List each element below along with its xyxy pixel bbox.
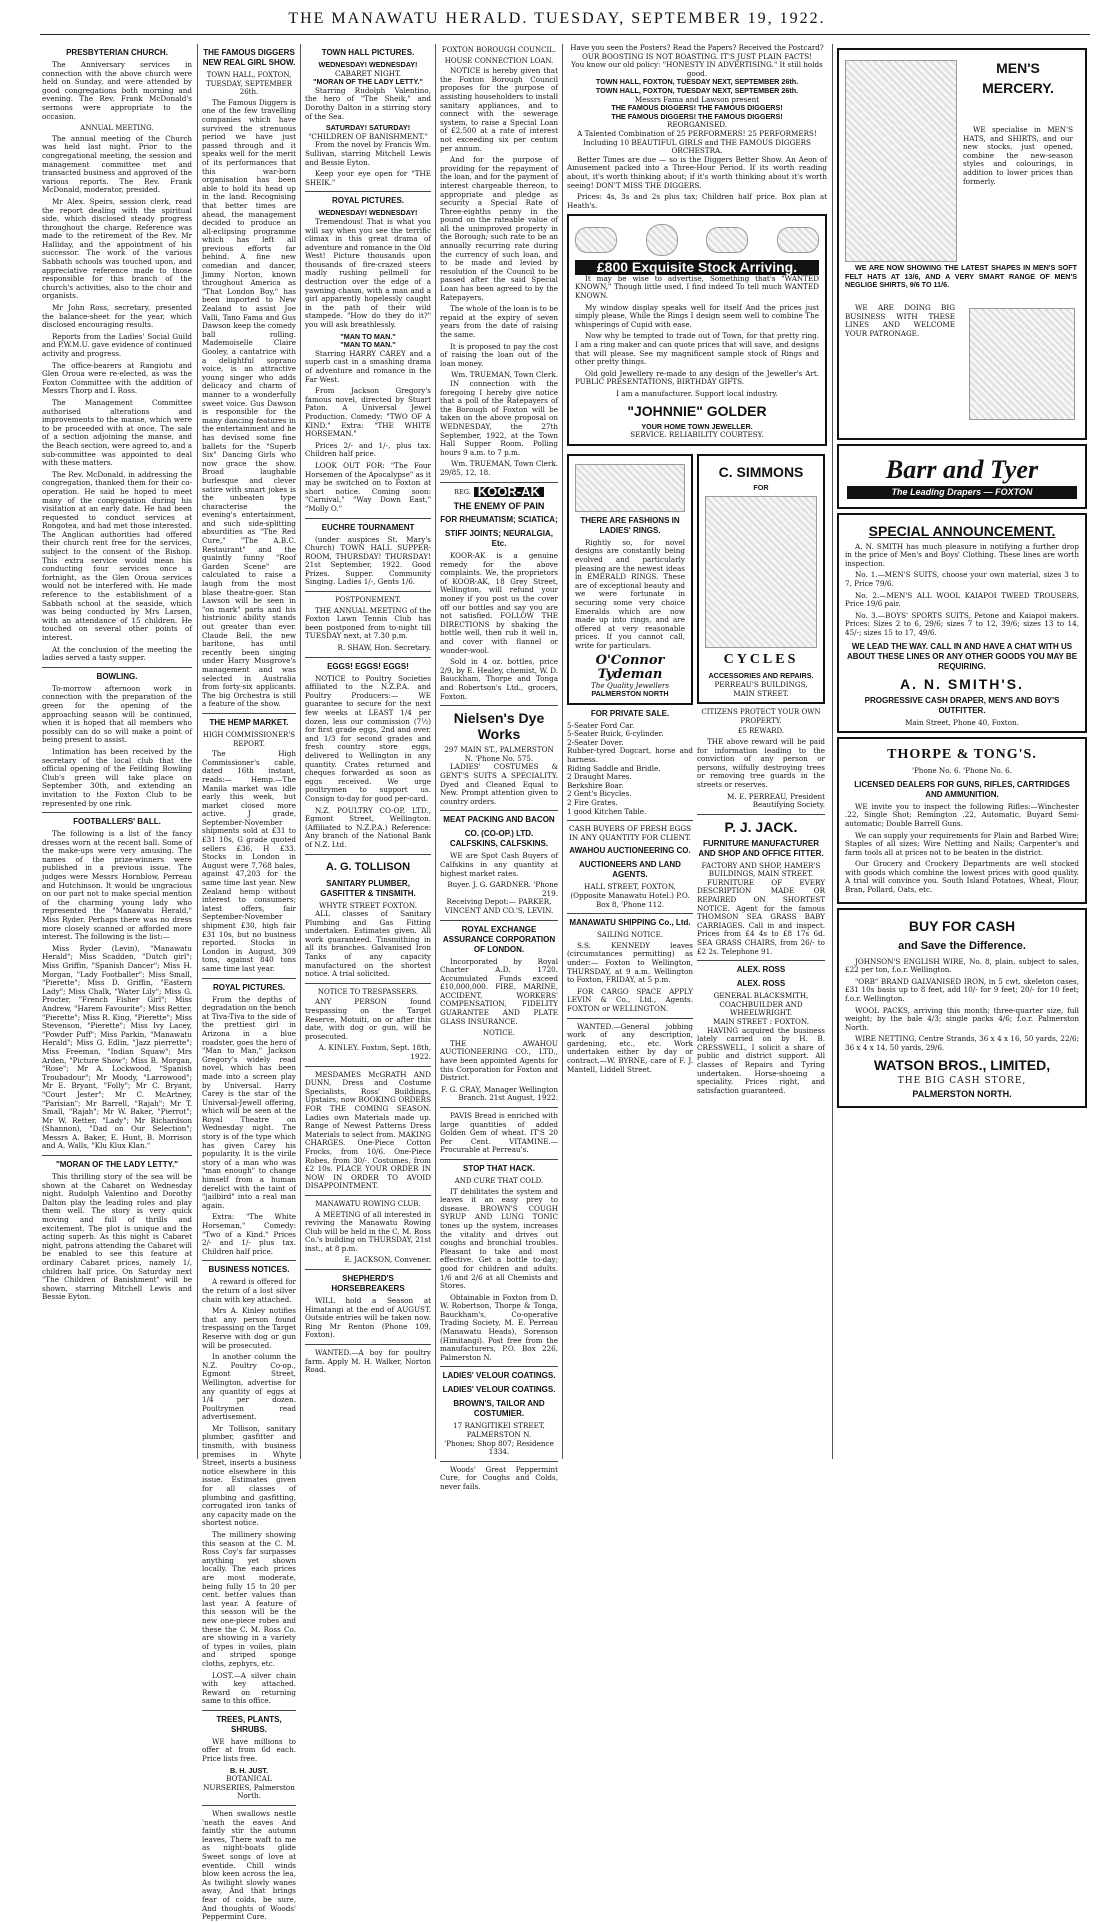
ad-paragraph: Old gold Jewellery re-made to any design of the Jeweller's Art. PUBLIC PRESENTATIONS, BIRTHDAY GIFTS.	[575, 368, 819, 387]
divider	[305, 191, 431, 192]
simmons-ad	[697, 454, 825, 704]
divider	[305, 854, 431, 855]
notice-paragraph: IN connection with the foregoing I hereby give notice that a poll of the Ratepayers of the Borough of Foxton will be taken on the above proposal on WEDNESDAY, the 27th September, 1922, at the Town Hall Supper Room. Polling hours 9 a.m. to 7 p.m.	[440, 378, 558, 457]
cyclist-illustration	[705, 496, 817, 648]
divider	[202, 978, 296, 979]
ad-paragraph: WIRE NETTING, Centre Strands, 36 x 4 x 16, 50 yards, 22/6; 36 x 4 x 14, 50 yards, 29/6.	[845, 1034, 1079, 1052]
ad-paragraph: Obtainable in Foxton from D. W. Robertson, Thorpe & Tonga, Bauckham's, Co-operative Trading Society, M. E. Perreau (Manawatu Heads), Sorenson (Himitangi). Post free from the manufacturers, P.O. Box 226, Palmerston N.	[440, 1292, 558, 1362]
article-paragraph: Mr Tollison, sanitary plumber, gasfitter and tinsmith, with business premises in Whyte Street, inserts a business notice elsewhere in this issue. Estimates given for all classes of plumbing and gasfitting, corrugated iron tanks of any capacity made on the shortest notice.	[202, 1423, 296, 1528]
column-5	[567, 44, 827, 1459]
ad-tagline: THE ENEMY OF PAIN	[453, 501, 545, 512]
article-subheading: MANAWATU ROWING CLUB.	[315, 1199, 421, 1208]
ad-subheading: ACCESSORIES AND REPAIRS.	[708, 671, 814, 681]
article-heading: ROYAL PICTURES.	[331, 196, 404, 206]
ad-heading: Nielsen's Dye Works	[453, 710, 545, 743]
ad-paragraph: No. 1.—MEN'S SUITS, choose your own material, sizes 3 to 7, Price 79/6.	[845, 570, 1079, 588]
divider	[202, 1260, 296, 1261]
ad-line: "MORAN OF THE LADY LETTY."	[313, 77, 423, 87]
article-paragraph: To-morrow afternoon work in connection with the preparation of the green for the opening of the approaching season will be continued, when it is hoped that all members who possibly can do so will make a point of being present to assist.	[42, 683, 192, 745]
divider	[305, 657, 431, 658]
ad-address: Main Street, Phone 40, Foxton.	[905, 717, 1019, 727]
ad-heading: LADIES' VELOUR COATINGS.	[442, 1371, 556, 1381]
masthead: THE MANAWATU HERALD. TUESDAY, SEPTEMBER 19, 1922.	[288, 10, 826, 27]
ad-paragraph: We can supply your requirements for Plain and Barbed Wire; Staples of all sizes; Wire Netting and Nails; Carpenter's and farm tools all at prices not to be beaten in the district.	[845, 830, 1079, 857]
article-heading: TOWN HALL PICTURES.	[321, 48, 415, 57]
ad-line: A Talented Combination of 25 PERFORMERS! 25 PERFORMERS! Including 10 BEAUTIFUL GIRLS and THE FAMOUS DIGGERS ORCHESTRA.	[577, 128, 817, 156]
article-heading: FOOTBALLERS' BALL.	[73, 817, 161, 827]
ad-subheading: LICENSED DEALERS FOR GUNS, RIFLES, CARTRIDGES AND AMMUNITION.	[854, 779, 1070, 799]
ad-paragraph: Sold in 4 oz. bottles, price 2/9, by E. Healey, chemist, W. D. Bauckham, Thorpe and Tonga and Robertson's Ltd., grocers, Foxton.	[440, 657, 558, 701]
ad-paragraph: NOTICE to Poultry Societies affiliated to the N.Z.P.A. and Poultry Producers:— WE guarantee to secure for the next few weeks at LEAST 1/4 per dozen, less our commission (7½) for first grade eggs, 2nd and over, and 1/3 for second grades and fresh country store eggs, delivered to Wellington in any quantity. Crates returned and cheques forwarded as soon as eggs received. We urge poultrymen to support us. Consign to-day for good per-card.	[305, 673, 431, 803]
divider	[567, 1018, 693, 1019]
ring-icon	[777, 227, 819, 253]
barr-tyer-ad	[837, 444, 1087, 509]
rings-illustration	[575, 464, 685, 512]
shirt-illustration	[845, 60, 957, 262]
article-heading: PRESBYTERIAN CHURCH.	[66, 48, 168, 57]
divider	[440, 705, 558, 706]
ad-line: CABARET NIGHT.	[334, 68, 402, 78]
sale-item: 5-Seater Ford Car.	[567, 720, 635, 730]
ad-line: CASH BUYERS OF FRESH EGGS IN ANY QUANTITY FOR CLIENT.	[568, 824, 692, 842]
ad-line: REORGANISED.	[667, 120, 727, 130]
masthead-rule	[40, 34, 1090, 35]
article-paragraph: LOST.—A silver chain with key attached. Reward on returning same to this office.	[202, 1670, 296, 1706]
divider	[305, 1195, 431, 1196]
divider	[42, 812, 192, 813]
ad-address: Receiving Depot:— PARKER, VINCENT AND CO.'S, LEVIN.	[444, 897, 554, 915]
column-divider	[435, 44, 436, 1459]
divider	[697, 960, 825, 961]
divider	[440, 1159, 558, 1160]
article-heading: BUSINESS NOTICES.	[208, 1265, 290, 1275]
ad-subheading: GENERAL BLACKSMITH, COACHBUILDER AND WHEELWRIGHT.	[713, 991, 809, 1018]
article-paragraph: This thrilling story of the sea will be shown at the Cabaret on Wednesday night. Rudolph Valentino and Dorothy Dalton play the leading roles and play them well. The story is very quick moving and full of thrills and excitement. The plot is unique and the acting superb. As this night is Cabaret night, patrons attending the Cabaret will be enabled to see this feature at ordinary Cabaret prices, namely 1/, children half price. On Saturday next "The Children of Banishment" will be shown, starring Mitchell Lewis and Bessie Eyton.	[42, 1172, 192, 1302]
ad-subheading: PROGRESSIVE CASH DRAPER, MEN'S AND BOY'S OUTFITTER.	[864, 695, 1060, 715]
column-1	[42, 44, 192, 1459]
ad-heading: A. N. SMITH'S.	[900, 675, 1024, 692]
signature: B. H. JUST.	[230, 1765, 268, 1775]
sale-item: 2 Gent's Bicycles.	[567, 789, 632, 799]
signature: M. E. PERREAU, President Beautifying Society.	[727, 791, 825, 810]
signature: Buyer. J. G. GARDNER. 'Phone 219.	[447, 880, 558, 898]
ad-subheading: WE LEAD THE WAY. CALL IN AND HAVE A CHAT WITH US ABOUT THESE LINES OR ANY OTHER GOODS YOU MAY BE REQUIRING.	[846, 641, 1078, 671]
article-heading: EGGS! EGGS! EGGS!	[327, 661, 409, 671]
left-subcolumn	[567, 450, 693, 1099]
sale-item: 1 good Kitchen Table.	[567, 806, 647, 816]
ad-paragraph: THE above reward will be paid for information leading to the conviction of any person or persons, wilfully destroying trees or removing tree guards in the streets or reserves.	[697, 736, 825, 789]
column-4	[440, 44, 558, 1491]
ad-line: "MAN TO MAN."	[340, 331, 396, 341]
ad-paragraph: Now why be tempted to trade out of Town, for that pretty ring. I am a ring maker and can quote prices that will save, and designs that will please. See my magnificent sample stock of Rings and other pretty things.	[575, 331, 819, 367]
article-paragraph: The Famous Diggers is one of the few travelling companies which have survived the strenuous period we have just passed through and it speaks well for the merit of its performances that this war-born organisation has been able to hold its head up in the land. Recognising that better times are ahead, the management decided to produce an all-eclipsing programme which has left all previous efforts far behind. A fine new comedian and dancer, Jimmy Norton, known throughout America as "That London Boy," has been imported to New Zealand to assist Joe Valli, Tano Fama and Gus Dawson keep the comedy ball rolling. Mademoiselle Claire Gooley, a cantatrice with a delightful soprano voice, is an attractive young singer who adds delicacy and charm of manner to a wonderfully sweet voice. Gus Dawson is responsible for the many dancing features in the entertainment and he has devised some fine ballets for the "Superb Six" Dancing Girls who now grace the show. Broad laughable burlesque and clever satire with smart jokes is the unbeaten type characterise the evening's entertainment, and such side-splitting absurdities as "The Red Cure," "The A.B.C. Restaurant" and the quaintly funny "Roof Garden Scene" are calculated to raise a laugh from the most blase theatre-goer. Stan Lawson will be seen in "on mark" parts and his histrionic ability stands out greater than ever. Claude Bell, the new baritone, has until recently been singing under Harry Musgrove's management and was selected in Australia from forty-six applicants. The big Orchestra is still a feature of the show.	[202, 97, 296, 709]
ad-subheading: AND CURE THAT COLD.	[454, 1176, 544, 1185]
ad-subheading: and Save the Difference.	[898, 939, 1026, 952]
article-paragraph: Extra: "The White Horseman," Comedy: "Two of a Kind." Prices 2/- and 1/- plus tax. Children half price.	[202, 1212, 296, 1256]
ad-paragraph: S.S. KENNEDY leaves (circumstances permitting) as under:— Foxton to Wellington, THURSDAY, at 9 a.m. Wellington to Foxton, FRIDAY, at 5 p.m.	[567, 940, 693, 985]
ad-paragraph: No. 2.—MEN'S ALL WOOL KAIAPOI TWEED TROUSERS, Price 19/6 pair.	[845, 590, 1079, 609]
watch-icon	[646, 224, 678, 256]
ad-subheading: THE BIG CASH STORE,	[897, 1075, 1027, 1086]
article-paragraph: Reports from the Ladies' Social Guild and P.W.M.U. gave evidence of continued activity and progress.	[42, 331, 192, 358]
ad-paragraph: FOR CARGO SPACE APPLY LEVIN & Co., Ltd., Agents. FOXTON or WELLINGTON.	[567, 986, 693, 1013]
article-paragraph: From the depths of degradation on the bench at Tiva-Tiva to the side of the prettiest girl in Arizona in a blue roadster, goes the hero of "Man to Man," Jackson Gregory's widely read novel, which has been made into a screen play by Universal. Harry Carey is the star of the Universal-Jewell offering, which will be seen at the Royal Theatre on Wednesday night. The story is of the type which has given Carey his popularity. It is the virile story of a man who was "man enough" to change himself from a human derelict with the taint of "jailbird" into a real man again.	[202, 994, 296, 1210]
article-paragraph: The Rev. McDonald, in addressing the congregation, thanked them for their co-operation. He said he hoped to meet many of the congregation during his visitation at an early date. He had been requested to conduct services at Rongotea, and had met those interested. The Anglican authorities had offered their church rent free for the services, subject to the consent of the Bishop. This extra service would mean his conducting four services once a fortnight, as the Glen Oroua services would not be interfered with. He made reference to the establishment of a Sabbath school at the seaside, which was being conducted by Mrs Larsen, with an attendance of 15 children. He touched on several other points of interest.	[42, 469, 192, 642]
ad-paragraph: KOOR-AK is a genuine remedy for the above complaints. We, the proprietors of KOOR-AK, 18 Grey Street, Wellington, will refund your money if you post us the cover off our bottles and say you are not satisfied. FOLLOW THE DIRECTIONS by shaking the bottle well, then rub it well in, and cover with flannel or wonder-wool.	[440, 551, 558, 655]
divider	[305, 591, 431, 592]
bracelet-icon	[706, 227, 748, 253]
column-2	[202, 44, 296, 1922]
ad-line: FOR	[753, 482, 769, 492]
divider	[440, 1107, 558, 1108]
article-heading: THE FAMOUS DIGGERS NEW REAL GIRL SHOW.	[202, 48, 296, 67]
ad-line: OUR BOOSTING IS NOT BOASTING. IT'S JUST PLAIN FACTS!	[581, 51, 813, 61]
divider	[305, 1344, 431, 1345]
article-subheading: NOTICE.	[483, 1029, 515, 1038]
ad-heading: BROWN'S, TAILOR AND COSTUMIER.	[453, 1399, 545, 1419]
article-paragraph: Intimation has been received by the secretary of the local club that the official opening of the Feilding Bowling Club's green will take place on September 30th, and extending an invitation to the Foxton Club to be represented by one rink.	[42, 746, 192, 808]
ad-subheading: STIFF JOINTS; NEURALGIA, Etc.	[445, 529, 553, 549]
ad-heading: FOR PRIVATE SALE.	[590, 708, 670, 718]
ad-paragraph: Starring Rudolph Valentino, the hero of "The Sheik," and Dorothy Dalton in a stirring story of the Sea.	[305, 85, 431, 121]
ad-paragraph-wrap	[845, 304, 955, 341]
signature: A. KINLEY. Foxton, Sept. 18th, 1922.	[318, 1043, 431, 1061]
divider	[305, 1269, 431, 1270]
divider	[305, 983, 431, 984]
article-paragraph: WE have millions to offer at from 6d each. Price lists free.	[202, 1736, 296, 1764]
ad-tagline: SERVICE. RELIABILITY COURTESY.	[630, 430, 764, 440]
ad-heading: ALEX. ROSS	[736, 965, 786, 975]
ad-heading: CYCLES	[723, 652, 799, 668]
ad-line: SATURDAY! SATURDAY!	[325, 123, 411, 133]
ad-line: THE FAMOUS DIGGERS! THE FAMOUS DIGGERS!	[611, 111, 783, 121]
notice-paragraph: And for the purpose of providing for the repayment of the loan, and for the payment of interest chargeable thereon, to appropriate and pledge as security a Special Rate of Three-eighths penny in the pound on the rateable value of all the unimproved property in the Borough; such rate to be an annually recurring rate during the currency of such loan, and to be made and levied by resolution of the Council to be passed after the said Special Loan has been agreed to by the Ratepayers.	[440, 155, 558, 302]
ad-paragraph: (under auspices St. Mary's Church) TOWN HALL SUPPER-ROOM, THURSDAY! THURSDAY! 21st September, 1922. Good Prizes. Supper. Community Singing. Ladies 1/-, Gents 1/6.	[305, 534, 431, 587]
ad-address: 17 RANGITIKEI STREET, PALMERSTON N.	[453, 1421, 545, 1440]
article-paragraph: The High Commissioner's cable, dated 16th instant, reads:— Hemp.—The Manila market was idle early this week, but market closed more active. J grade, September-November shipments sold at £31 to £31 10s, G grade quoted sellers £36, H £33. Stocks in London in August were 7,768 bales, against 47,203 for the same time last year. New Zealand hemp without interest to consumers; latest offers, fair September-November shipment £30, high fair £31 10s, but no business reported. Stocks in London in August, 309 tons, against 840 tons same time last year.	[202, 749, 296, 973]
article-heading: "MORAN OF THE LADY LETTY."	[55, 1160, 179, 1170]
ad-address: WHYTE STREET FOXTON.	[318, 900, 418, 910]
signature: Wm. TRUEMAN, Town Clerk.	[451, 370, 558, 380]
divider	[440, 810, 558, 811]
article-subheading: TOWN HALL, FOXTON, TUESDAY, SEPTEMBER 26th.	[205, 71, 293, 97]
divider	[697, 814, 825, 815]
ad-line: THE FAMOUS DIGGERS! THE FAMOUS DIGGERS!	[611, 103, 783, 113]
article-heading: SHEPHERD'S HORSEBREAKERS	[331, 1274, 405, 1294]
ad-paragraph: WE specialise in MEN'S HATS, and SHIRTS, and our new stocks, just opened, combine the new-season styles and colourings, in addition to lower prices than formerly.	[963, 125, 1073, 186]
ad-paragraph: FURNITURE OF EVERY DESCRIPTION MADE OR REPAIRED ON SHORTEST NOTICE. Agent for the famous THOMSON SEA GRASS BABY CARRIAGES. Call in and inspect. Prices from £4 4s to £8 17s 6d. SEA GRASS CHAIRS, from 26/- to £2 2s. Telephone 91.	[697, 877, 825, 956]
article-heading: BOWLING.	[96, 671, 138, 681]
divider	[440, 1366, 558, 1367]
ad-paragraph: ANY PERSON found trespassing on the Target Reserve, Motuiti, on or after this date, with dog or gun, will be prosecuted.	[305, 997, 431, 1041]
ad-paragraph: WANTED.—General jobbing work of any description, gardening, etc., etc. Work undertaken either by day or contract.—W. BYRNE, care of F. J. Mantell, Liddell Street.	[567, 1021, 693, 1074]
article-heading: TREES, PLANTS, SHRUBS.	[216, 1714, 282, 1734]
ad-paragraph: Tremendous! That is what you will say when you see the terrific climax in this great drama of adventure and romance in the Old West! Picture thousands upon thousands of fire-crazed steers madly rushing pellmell for destruction over the edge of a yawning chasm, with a man and a girl apparently hopelessly caught in the path of their wild stampede. "How do they do it?" you will ask breathlessly.	[305, 216, 431, 330]
ad-phone: 'Phones: Shop 807; Residence 1334.	[444, 1438, 554, 1457]
divider	[440, 920, 558, 921]
sale-item: Berkshire Boar.	[567, 780, 624, 790]
ad-heading: THERE ARE FASHIONS IN LADIES' RINGS.	[580, 515, 680, 535]
ad-heading: WATSON BROS., LIMITED,	[873, 1056, 1051, 1073]
ad-heading: A. G. TOLLISON	[325, 860, 411, 873]
article-paragraph: The following is a list of the fancy dresses worn at the recent ball. Some of the make-ups were very amusing. The names of the prize-winners were published in a previous issue. The judges were Messrs Hornblow, Perreau and Hutchinson. It would be ungracious on our part not to make special mention of the charming young lady who represented the "Manawatu Herald," Miss Ryder. Perhaps there was no dress more closely scanned or afforded more interest. The following is the list:—	[42, 829, 192, 942]
ad-address: FACTORY AND SHOP, HAMER'S BUILDINGS, MAIN STREET.	[701, 860, 821, 879]
ad-phone: 'Phone No. 6. 'Phone No. 6.	[912, 766, 1012, 776]
ad-verse: It may be wise to advertise, Something that's "WANTED KNOWN," Though little used, I find indeed To tell much WANTED KNOWN.	[575, 273, 819, 301]
ad-paragraph: WILL hold a Season at Himatangi at the end of AUGUST. Outside entries will be taken now. Ring Mr Renton (Phone 109, Foxton).	[305, 1296, 431, 1340]
ad-heading: BUY FOR CASH	[908, 917, 1016, 934]
ad-subheading: YOUR HOME TOWN JEWELLER.	[641, 421, 753, 431]
ad-heading: CITIZENS PROTECT YOUR OWN PROPERTY.	[701, 708, 821, 725]
ad-tagline: The Quality Jewellers	[590, 680, 670, 690]
ad-subheading: £5 REWARD.	[737, 727, 785, 736]
ad-address: PERREAU'S BUILDINGS, MAIN STREET.	[714, 679, 808, 698]
article-paragraph: The annual meeting of the Church was held last night. Prior to the congregational meeting, the session and management committee met and transacted business and approved of the various reports. The Rev. Frank McDonald, moderator, presided.	[42, 133, 192, 195]
signature: Wm. TRUEMAN, Town Clerk.	[451, 459, 558, 469]
ad-paragraph: MESDAMES McGRATH AND DUNN, Dress and Costume Specialists, Ross' Buildings, Upstairs, now BOOKING ORDERS FOR THE COMING SEASON. Ladies own Materials made up. Range of Newest Patterns Dress Materials to select from. MAKING CHARGES. One-Piece Cotton Frocks, from 10/6. One-Piece Robes, from 30/-. Costumes, from £2 10s. PLACE YOUR ORDER IN NOW IN ORDER TO AVOID DISAPPOINTMENT.	[305, 1069, 431, 1191]
ad-address: HALL STREET, FOXTON, (Opposite Manawatu Hotel.) P.O. Box 8, 'Phone 112.	[570, 882, 690, 909]
jeweller-ad	[567, 214, 827, 446]
divider	[440, 1461, 558, 1462]
article-paragraph: The millinery showing this season at the C. M. Ross Coy's far surpasses anything yet shown locally. The each prices are most moderate, being fully 15 to 20 per cent. better values than last year. A feature of this season will be the new one-piece robes and these the C. M. Ross Co. are showing in a variety of types in voiles, plain and striped sponge cloths, zephyrs, etc.	[202, 1530, 296, 1668]
sale-item: Riding Saddle and Bridle.	[567, 763, 661, 773]
column-divider	[197, 44, 198, 1459]
ad-heading: SPECIAL ANNOUNCEMENT.	[868, 522, 1056, 539]
signature: E. JACKSON, Convener.	[344, 1255, 431, 1265]
ad-line: "MAN TO MAN."	[340, 340, 396, 350]
sale-item: Rubber-tyred Dogcart, horse and harness.	[567, 746, 693, 765]
ad-paragraph: No. 3.—BOYS' SPORTS SUITS, Petone and Kaiapoi makers. Prices: Sizes 2 to 6, 29/6; sizes 7 to 12, 39/6; sizes 13 to 14, 45/-; sizes 15 to 17, 49/6.	[845, 610, 1079, 637]
divider	[440, 482, 558, 483]
ad-subheading: AUCTIONEERS AND LAND AGENTS.	[579, 860, 681, 880]
ad-line: TOWN HALL, FOXTON, TUESDAY NEXT, SEPTEMBER 26th.	[595, 77, 799, 87]
ad-paragraph: JOHNSON'S ENGLISH WIRE, No. 8, plain, subject to sales, £22 per ton, f.o.r. Wellington.	[845, 956, 1079, 975]
oconnor-ad	[567, 454, 693, 705]
signature: R. SHAW, Hon. Secretary.	[337, 643, 431, 653]
article-paragraph: In another column the N.Z. Poultry Co-op., Egmont Street, Wellington, advertise for any quantity of eggs at 1/4 per dozen. Poultrymen read advertisement.	[202, 1352, 296, 1422]
ad-paragraph: Rightly so, for novel designs are constantly being evolved and particularly pleasing are the newest ideas in EMERALD RINGS. These are of exceptional beauty and we were fortunate in securing some very choice Emeralds which are now made up into rings, and are offered at very reasonable prices. If you cannot call, write for particulars.	[575, 537, 685, 650]
ad-paragraph: A MEETING of all interested in reviving the Manawatu Rowing Club will be held in the C. M. Ross Co.'s building on THURSDAY, 21st inst., at 8 p.m.	[305, 1209, 431, 1253]
article-subheading: NOTICE TO TRESPASSERS.	[317, 987, 419, 996]
column-divider	[300, 44, 301, 1459]
divider	[567, 820, 693, 821]
ad-heading: P. J. JACK.	[724, 818, 798, 835]
sale-item: 5-Seater Buick, 6-cylinder.	[567, 729, 664, 739]
article-paragraph: The Management Committee authorised alterations and improvements to the manse, which were to be proceeded with at once. The sale of a section adjoining the manse, and the Beach section, were agreed to, and a sub-committee was appointed to deal with these matters.	[42, 397, 192, 468]
ad-subheading: CO. (CO-OP.) LTD. CALFSKINS, CALFSKINS.	[449, 829, 549, 849]
column-divider	[562, 44, 563, 1459]
watson-ad	[837, 908, 1087, 1109]
ring-icon	[575, 227, 617, 253]
verse: When swallows nestle 'neath the eaves And faintly stir the autumn leaves, There waft to me as night-boats glide Sweet songs of love at eventide. Chill winds blow keen across the lea, As twilight slowly wanes away, And that brings fear of colds, be sure, And thoughts of Woods' Peppermint Cure.	[202, 1809, 296, 1922]
mercery-header	[963, 56, 1073, 189]
ad-subheading: FOR RHEUMATISM; SCIATICA;	[440, 515, 558, 525]
ad-paragraph: WANTED.—A boy for poultry farm. Apply M. H. Walker, Norton Road.	[305, 1348, 431, 1375]
ad-address: MAIN STREET : FOXTON.	[712, 1017, 810, 1026]
ad-heading: C. SIMMONS	[718, 463, 804, 480]
notice-paragraph: It is proposed to pay the cost of raising the loan out of the loan money.	[440, 341, 558, 368]
ad-paragraph: "ORB" BRAND GALVANISED IRON, in 5 cwt. skeleton cases, £31 10s basis up to 8 feet, add 10/- for 9 feet; 20/- for 10 feet; f.o.r. Wellington.	[845, 976, 1079, 1004]
koorak-logo-row	[440, 483, 558, 499]
divider	[305, 1066, 431, 1067]
column-6	[837, 44, 1087, 1459]
article-subheading: HIGH COMMISSIONER'S REPORT.	[202, 730, 296, 748]
ad-address: PALMERSTON NORTH.	[912, 1089, 1012, 1100]
ad-paragraph: WE invite you to inspect the following Rifles:—Winchester .22, Single Shot; Remington .22, Automatic, Buyard Semi-automatic; Double Barrell Guns.	[845, 801, 1079, 828]
ad-paragraph: From Jackson Gregory's famous novel, directed by Stuart Paton. A Universal Jewel Production. Comedy: "TWO OF A KIND." Extra: "THE WHITE HORSEMAN."	[305, 386, 431, 439]
ad-paragraph: HAVING acquired the business lately carried on by H. B. CRESSWELL, I solicit a share of public and district support. All classes of Repairs and Tyring undertaken. Horse-shoeing a speciality. Prices right, and satisfaction guaranteed.	[697, 1025, 825, 1095]
barr-tyer-logo: Barr and Tyer	[885, 455, 1039, 484]
ad-paragraph: WOOL PACKS, arriving this month; three-quarter size, full weight; by the bale 4/3; single packs 4/6; f.o.r. Palmerston North.	[845, 1005, 1079, 1032]
article-paragraph: At the conclusion of the meeting the ladies served a tasty supper.	[42, 644, 192, 663]
ad-paragraph: N.Z. POULTRY CO-OP, LTD., Egmont Street, Wellington. (Affiliated to N.Z.P.A.) Reference: Any branch of the National Bank of N.Z. Ltd.	[305, 805, 431, 849]
ad-paragraph: Prices: 4s, 3s and 2s plus tax; Children half price. Box plan at Heath's.	[567, 192, 827, 210]
ad-line: I am a manufacturer. Support local industry.	[616, 389, 778, 398]
ad-paragraph: Starring HARRY CAREY and a superb cast in a smashing drama of adventure and romance in the Far West.	[305, 348, 431, 384]
ad-paragraph: From the novel by Francis Wm. Sullivan, starring Mitchell Lewis and Bessie Eyton.	[305, 140, 431, 167]
ad-paragraph: Better Times are due — so is the Diggers Better Show. An Aeon of Amusement packed into a Three-Hour Period. If its worth reading about, it's worth thinking about; if it's worth thinking about it's worth seeing! DON'T MISS THE DIGGERS.	[567, 154, 827, 190]
ad-paragraph: Our Grocery and Crockery Departments are well stocked with goods which combine the lowest prices with good quality. A trial will convince you. South Island Potatoes, Wheat, Flour, Bran, Pollard, Oats, etc.	[845, 859, 1079, 895]
ad-paragraph: WE ARE NOW SHOWING THE LATEST SHAPES IN MEN'S SOFT FELT HATS AT 13/6, AND A VERY SMART RANGE OF MEN'S NEGLIGE SHIRTS, 9/6 TO 11/6.	[845, 263, 1077, 290]
divider	[567, 913, 693, 914]
ad-paragraph: THE ANNUAL MEETING of the Foxton Lawn Tennis Club has been postponed from to-night till TUESDAY next, at 7.30 p.m.	[305, 605, 431, 641]
ad-heading: MEN'S	[996, 60, 1040, 76]
ad-heading: ROYAL EXCHANGE ASSURANCE CORPORATION OF LONDON.	[442, 924, 556, 954]
article-heading: THE HEMP MARKET.	[209, 717, 289, 727]
article-paragraph: Mr John Ross, secretary, presented the balance-sheet for the year, which disclosed encouraging results.	[42, 303, 192, 330]
ad-paragraph: PAVIS Bread is enriched with large quantities of added Golden Gem of wheat. IT'S 20 Per Cent. VITAMINE.—Procurable at Perreau's.	[440, 1111, 558, 1155]
ad-address: 297 MAIN ST., PALMERSTON N. 'Phone No. 575.	[444, 745, 554, 763]
article-paragraph: Mrs A. Kinley notifies that any person found trespassing on the Target Reserve with dog or gun will be prosecuted.	[202, 1306, 296, 1350]
sale-item: 2-Seater Dover.	[567, 737, 624, 747]
ad-paragraph: LOOK OUT FOR: "The Four Horsemen of the Apocalypse" as it may be switched on to Foxton at short notice. Coming soon: "Carnival," "Way Down East," "Molly O."	[305, 460, 431, 513]
article-paragraph: Miss Ryder (Levin), "Manawatu Herald"; Miss Scadden, "Dutch girl"; Miss Griffin, "Spanish Dancer"; Miss H. Morgan, "Lady Footballer"; Miss Small, "Pierette"; Miss D. Griffin, "Eastern Lady"; Miss Chalk, "Water Lily"; Miss G. Procter, "French Fisher Girl"; Miss Andrew, "Harem Favourite"; Miss Retter, "Pierette"; Miss R. King, "Pierette"; Miss Stevenson, "Pierette"; Miss Ivy Lacey, "Powder Puff"; Miss Parkin, "Manawatu Herald"; Miss G. Edlin, "Jazz pierrette"; Miss Freeman, "Indian Squaw"; Mrs Arden, "Picture Show"; Miss B. Morgan, "Rose"; Mr A. Lockwood, "Spanish Troubadour"; Mr Moody, "Larrowood"; Mr E. Bryant, "Folly"; Mr C. Bryant, "Court Jester"; Mr C. McArtney, "Parisian"; Mr Barrell, "Rajah"; Mr T. Small, "Rajah"; Mr W. Baker, "Pierrot"; Mr W. Retter, "Lady"; Mr Richardson (Shannon), "Dad on Our Selection"; Messrs A. Baker, E. Hunt, B. Morrison and A. Walls, "Klu Klux Klan."	[42, 943, 192, 1151]
sale-list	[567, 722, 693, 817]
article-subheading: POSTPONEMENT.	[335, 596, 401, 605]
ad-subheading: SAILING NOTICE.	[597, 931, 663, 940]
mercery-ad	[837, 48, 1087, 440]
ad-tagline: The Leading Drapers — FOXTON	[847, 486, 1077, 499]
ad-paragraph: THE AWAHOU AUCTIONEERING CO., LTD., have been appointed Agents for this Corporation for Foxton and District.	[440, 1038, 558, 1083]
divider	[202, 1710, 296, 1711]
ad-line: TOWN HALL, FOXTON, TUESDAY NEXT, SEPTEMBER 26th.	[595, 85, 799, 95]
divider	[202, 1805, 296, 1806]
koorak-reg: REG.	[454, 487, 471, 496]
jewellery-illustration	[575, 220, 819, 260]
ad-paragraph: Incorporated by Royal Charter A.D. 1720. Accumulated Funds exceed £10,000,000. FIRE, MARINE, ACCIDENT, WORKERS' COMPENSATION, FIDELITY GUARANTEE AND PLATE GLASS INSURANCE.	[440, 956, 558, 1026]
ad-heading: "JOHNNIE" GOLDER	[627, 402, 767, 419]
ad-verse: My window display speaks well for itself And the prices just simply please, While the Rings I design seem well to combine The whisperings of Cupid with ease.	[575, 302, 819, 329]
ad-paragraph: A. N. SMITH has much pleasure in notifying a further drop in the price of Men's and Boys' Clothing. These lines are worth inspection.	[845, 541, 1079, 568]
ad-paragraph: Woods' Great Peppermint Cure, for Coughs and Colds, never fails.	[440, 1464, 558, 1491]
ad-paragraph: Prices 2/- and 1/-, plus tax. Children half price.	[305, 440, 431, 459]
article-heading: EUCHRE TOURNAMENT	[321, 522, 415, 532]
ad-heading: STOP THAT HACK.	[462, 1163, 535, 1173]
article-paragraph: Mr Alex. Speirs, session clerk, read the report dealing with the spiritual side, which disclosed steady progress throughout the charge. Reference was made to the retirement of the Rev. Mr Halliday, and the appointment of his successor. The work of the various Sabbath schools was touched upon, and appreciative reference made to those responsible for this branch of the church's activities, also to the choir and organists.	[42, 196, 192, 301]
ad-heading: ALEX. ROSS	[736, 979, 786, 989]
ad-row	[567, 450, 827, 1099]
article-subheading: ANNUAL MEETING.	[80, 124, 154, 133]
signature: F. G. CRAY, Manager Wellington Branch. 21st August, 1922.	[441, 1084, 558, 1103]
ad-line: You know our old policy: "HONESTY IN ADVERTISING." It still holds good.	[571, 60, 823, 78]
ad-paragraph: Keep your eye open for "THE SHEIK."	[305, 169, 431, 187]
article-paragraph: The office-bearers at Rangiotu and Glen Oroua were re-elected, as was the Foxton Committee with the addition of Messrs Thorp and I. Ross.	[42, 360, 192, 396]
ad-line: Have you seen the Posters? Read the Papers? Received the Postcard?	[570, 43, 824, 52]
ad-paragraph-wrap	[845, 264, 1077, 293]
notice-paragraph: The whole of the loan is to be repaid at the expiry of seven years from the date of raising the same.	[440, 304, 558, 339]
ad-paragraph: WE are Spot Cash Buyers of Calfskins in any quantity at highest market rates.	[440, 851, 558, 878]
ad-heading: THORPE & TONG'S.	[887, 747, 1037, 763]
article-subheading: FOXTON BOROUGH COUNCIL.	[441, 46, 557, 54]
ad-paragraph: IT debilitates the system and leaves it an easy prey to disease. BROWN'S COUGH SYRUP AND LUNG TONIC tones up the system, increases the vitality and drives out coughs and bronchial troubles. Pleasant to take and most effective. Get a bottle to-day; good for children and adults. 1/6 and 2/6 at all Chemists and Stores.	[440, 1186, 558, 1291]
sale-item: 2 Fire Grates.	[567, 798, 618, 808]
ad-subheading: SANITARY PLUMBER, GASFITTER & TINSMITH.	[320, 878, 416, 898]
thorpe-ad	[837, 737, 1087, 904]
article-heading: ROYAL PICTURES.	[212, 982, 285, 992]
article-subheading: HOUSE CONNECTION LOAN.	[444, 56, 554, 65]
ad-line: WEDNESDAY! WEDNESDAY!	[318, 208, 418, 218]
ad-paragraph: WE ARE DOING BIG BUSINESS WITH THESE LINES AND WELCOME YOUR PATRONAGE.	[845, 303, 955, 338]
column-3	[305, 44, 431, 1459]
notice-paragraph: NOTICE is hereby given that the Foxton Borough Council proposes for the purpose of assisting householders to install sanitary appliances, and to connect with the sewerage system, to raise a Special Loan of £2,500 at a rate of interest not exceeding six per centum per annum.	[440, 66, 558, 153]
ad-line: Messrs Fama and Lawson present	[634, 94, 760, 104]
ad-heading: LADIES' VELOUR COATINGS.	[442, 1385, 556, 1395]
ad-heading: AWAHOU AUCTIONEERING CO.	[569, 846, 691, 856]
article-paragraph: A reward is offered for the return of a lost silver chain with key attached.	[202, 1277, 296, 1304]
signature-address: BOTANICAL NURSERIES, Palmerston North.	[203, 1774, 295, 1801]
koorak-logo: KOOR-AK	[474, 487, 544, 498]
article-paragraph: The Anniversary services in connection with the above church were held on Sunday, and were attended by good congregations both morning and evening. The Rev. Frank McDonald's sermons were appropriate to the occasion.	[42, 60, 192, 121]
ad-line: "CHILDREN OF BANISHMENT."	[308, 131, 428, 141]
ad-heading: MEAT PACKING AND BACON	[443, 815, 555, 825]
oconnor-logo: O'Connor Tydeman	[595, 652, 665, 682]
ad-heading: MERCERY.	[982, 80, 1054, 96]
right-subcolumn	[697, 450, 825, 1099]
divider	[202, 713, 296, 714]
ad-paragraph: LADIES' COSTUMES & GENT'S SUITS A SPECIALITY. Dyed and Cleaned Equal to New. Prompt attention given to country orders.	[440, 762, 558, 806]
notice-date: 29/85, 12, 18.	[440, 467, 491, 477]
ad-heading: MANAWATU SHIPPING Co., Ltd.	[569, 918, 691, 928]
ad-paragraph: ALL classes of Sanitary Plumbing and Gas Fitting undertaken. Estimates given. All work guaranteed. Tinsmithing in all its branches. Galvanised Iron Tanks of any capacity manufactured on the shortest notice. A trial solicited.	[305, 909, 431, 979]
ad-banner: £800 Exquisite Stock Arriving.	[575, 260, 819, 275]
divider	[42, 1155, 192, 1156]
divider	[42, 667, 192, 668]
hat-man-illustration	[969, 308, 1075, 420]
ad-line: WEDNESDAY! WEDNESDAY!	[318, 60, 418, 69]
ad-address: PALMERSTON NORTH	[591, 689, 669, 699]
smith-ad	[837, 513, 1087, 734]
sale-item: 2 Draught Mares.	[567, 772, 632, 782]
column-divider	[832, 44, 833, 1459]
ad-subheading: FURNITURE MANUFACTURER AND SHOP AND OFFICE FITTER.	[698, 838, 824, 858]
divider	[305, 518, 431, 519]
